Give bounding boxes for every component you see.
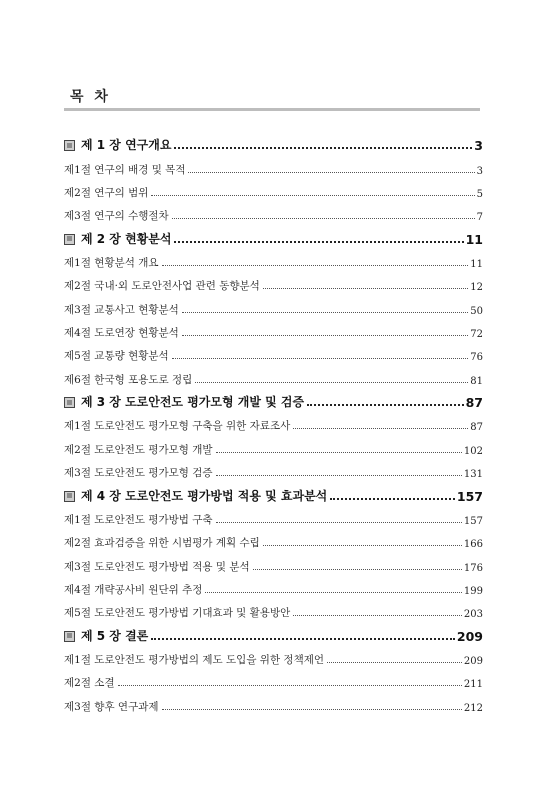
dot-leader: [293, 428, 468, 429]
page-number: 7: [476, 212, 483, 224]
page-number: 131: [463, 469, 483, 481]
dot-leader: [151, 638, 455, 640]
chapter-title: 제 4 장 도로안전도 평가방법 적용 및 효과분석: [81, 488, 328, 503]
toc-chapter[interactable]: [64, 226, 483, 249]
dot-leader: [216, 475, 462, 476]
section-title: 제3절 도로안전도 평가모형 검증: [64, 467, 213, 480]
section-title: 제2절 도로안전도 평가모형 개발: [64, 443, 213, 456]
toc-section[interactable]: [64, 577, 483, 600]
dot-leader: [182, 335, 468, 336]
toc-section[interactable]: [64, 553, 483, 576]
toc-section[interactable]: [64, 436, 483, 459]
dot-leader: [172, 358, 469, 359]
chapter-title: 제 1 장 연구개요: [81, 138, 172, 153]
section-title: 제6절 한국형 포용도로 정립: [64, 373, 193, 386]
toc-section[interactable]: [64, 203, 483, 226]
dot-leader: [195, 382, 468, 383]
section-title: 제2절 국내·외 도로안전사업 관련 동향분석: [64, 280, 260, 293]
section-title: 제1절 도로안전도 평가방법의 제도 도입을 위한 정책제언: [64, 653, 324, 666]
page-number: 12: [470, 282, 483, 294]
section-title: 제1절 도로안전도 평가방법 구축: [64, 513, 213, 526]
dot-leader: [151, 195, 474, 196]
section-title: 제3절 교통사고 현황분석: [64, 303, 179, 316]
page-number: 72: [470, 329, 483, 341]
page-number: 87: [465, 395, 483, 411]
section-title: 제4절 도로연장 현황분석: [64, 327, 179, 340]
toc-section[interactable]: [64, 366, 483, 389]
page-number: 212: [463, 702, 483, 714]
toc-chapter[interactable]: [64, 623, 483, 646]
dot-leader: [118, 685, 462, 686]
toc-title: 목 차: [70, 89, 111, 105]
page-number: 211: [463, 679, 483, 691]
dot-leader: [293, 615, 462, 616]
dot-leader: [205, 592, 461, 593]
page-number: 3: [474, 138, 483, 154]
page-number: 5: [476, 189, 483, 201]
dot-leader: [263, 288, 468, 289]
dot-leader: [162, 265, 469, 266]
toc-section[interactable]: [64, 530, 483, 553]
page-number: 209: [456, 628, 483, 644]
toc-section[interactable]: [64, 507, 483, 530]
toc-section[interactable]: [64, 156, 483, 179]
page-number: 166: [463, 539, 483, 551]
page-number: 157: [463, 515, 483, 527]
section-title: 제2절 효과검증을 위한 시범평가 계획 수립: [64, 537, 260, 550]
title-rule: [64, 108, 480, 111]
section-title: 제5절 교통량 현황분석: [64, 350, 169, 363]
chapter-square-icon: [64, 140, 75, 151]
dot-leader: [182, 312, 468, 313]
page-number: 176: [463, 562, 483, 574]
chapter-square-icon: [64, 491, 75, 502]
section-title: 제3절 향후 연구과제: [64, 700, 159, 713]
toc-section[interactable]: [64, 273, 483, 296]
dot-leader: [162, 709, 462, 710]
chapter-title: 제 2 장 현황분석: [81, 231, 172, 246]
toc-section[interactable]: [64, 343, 483, 366]
toc-chapter[interactable]: [64, 133, 483, 156]
dot-leader: [253, 569, 462, 570]
dot-leader: [174, 241, 463, 243]
toc-section[interactable]: [64, 180, 483, 203]
page-number: 209: [463, 655, 483, 667]
toc-section[interactable]: [64, 460, 483, 483]
toc-section[interactable]: [64, 600, 483, 623]
chapter-square-icon: [64, 397, 75, 408]
section-title: 제3절 도로안전도 평가방법 적용 및 분석: [64, 560, 250, 573]
page-number: 87: [470, 422, 483, 434]
dot-leader: [307, 404, 464, 406]
toc-section[interactable]: [64, 413, 483, 436]
chapter-title: 제 3 장 도로안전도 평가모형 개발 및 검증: [81, 395, 305, 410]
section-title: 제2절 소결: [64, 677, 115, 690]
page-number: 76: [470, 352, 483, 364]
page-number: 157: [456, 488, 483, 504]
dot-leader: [172, 218, 475, 219]
chapter-square-icon: [64, 631, 75, 642]
toc-section[interactable]: [64, 693, 483, 716]
toc-section[interactable]: [64, 296, 483, 319]
toc-chapter[interactable]: [64, 390, 483, 413]
page-number: 3: [476, 165, 483, 177]
section-title: 제4절 개략공사비 원단위 추정: [64, 583, 203, 596]
dot-leader: [330, 498, 455, 500]
page-number: 50: [470, 305, 483, 317]
page-number: 11: [465, 231, 483, 247]
toc-section[interactable]: [64, 320, 483, 343]
section-title: 제1절 현황분석 개요: [64, 257, 159, 270]
toc-section[interactable]: [64, 250, 483, 273]
section-title: 제3절 연구의 수행절차: [64, 210, 169, 223]
page-number: 81: [470, 375, 483, 387]
section-title: 제1절 도로안전도 평가모형 구축을 위한 자료조사: [64, 420, 291, 433]
dot-leader: [216, 522, 462, 523]
page-number: 11: [470, 259, 483, 271]
chapter-title: 제 5 장 결론: [81, 628, 149, 643]
toc-section[interactable]: [64, 647, 483, 670]
dot-leader: [188, 172, 474, 173]
section-title: 제1절 연구의 배경 및 목적: [64, 163, 186, 176]
dot-leader: [263, 545, 462, 546]
dot-leader: [216, 452, 462, 453]
section-title: 제2절 연구의 범위: [64, 187, 149, 200]
chapter-square-icon: [64, 234, 75, 245]
toc-section[interactable]: [64, 670, 483, 693]
page-number: 199: [463, 585, 483, 597]
dot-leader: [174, 147, 472, 149]
toc-chapter[interactable]: [64, 483, 483, 506]
toc-list: [64, 133, 483, 717]
page-number: 203: [463, 609, 483, 621]
dot-leader: [327, 662, 462, 663]
section-title: 제5절 도로안전도 평가방법 기대효과 및 활용방안: [64, 607, 291, 620]
page-number: 102: [463, 445, 483, 457]
